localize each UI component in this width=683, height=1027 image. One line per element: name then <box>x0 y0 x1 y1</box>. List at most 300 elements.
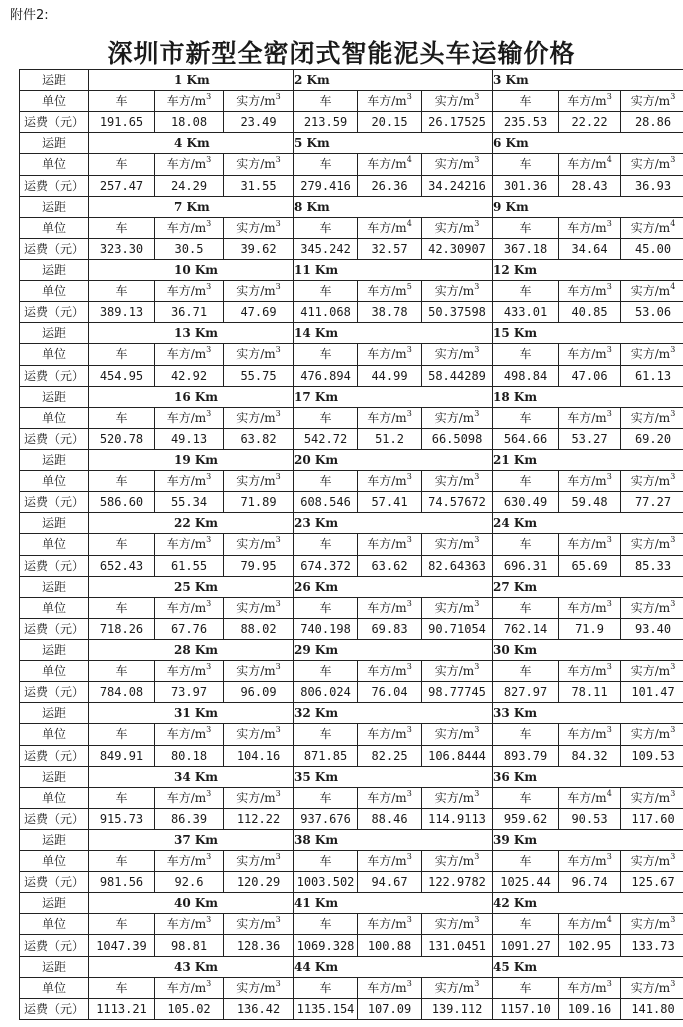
fee-value: 109.53 <box>621 745 683 766</box>
price-table <box>19 69 683 1020</box>
unit-exponent: 3 <box>406 408 412 418</box>
unit-solid-m3-text: 实方/m <box>630 790 671 805</box>
unit-truck-m3-text: 车方/m <box>567 284 607 299</box>
distance-label: 运距 <box>20 133 89 154</box>
unit-exponent: 3 <box>606 282 612 292</box>
fee-row <box>20 365 683 386</box>
fee-value: 520.78 <box>89 428 155 449</box>
unit-exponent: 3 <box>474 92 480 102</box>
unit-solid-m3-text: 实方/m <box>434 474 475 489</box>
fee-value: 1113.21 <box>89 998 155 1019</box>
fee-value: 915.73 <box>89 808 155 829</box>
unit-label: 单位 <box>20 914 89 935</box>
fee-value: 36.93 <box>621 175 683 196</box>
fee-value: 128.36 <box>224 935 294 956</box>
unit-row <box>20 471 683 492</box>
distance-km: 29 Km <box>294 643 339 657</box>
unit-solid-m3 <box>621 914 683 935</box>
distance-label: 运距 <box>20 196 89 217</box>
unit-label: 单位 <box>20 724 89 745</box>
unit-truck-m3-text: 车方/m <box>367 600 407 615</box>
fee-value: 959.62 <box>493 808 559 829</box>
unit-exponent: 3 <box>206 218 212 228</box>
unit-solid-m3-text: 实方/m <box>434 980 475 995</box>
unit-exponent: 3 <box>474 218 480 228</box>
unit-truck-m3 <box>559 724 621 745</box>
unit-truck-m3-text: 车方/m <box>166 537 207 552</box>
unit-truck: 车 <box>89 851 155 872</box>
unit-truck-m3-text: 车方/m <box>367 727 407 742</box>
unit-exponent: 3 <box>406 662 412 672</box>
unit-exponent: 3 <box>606 535 612 545</box>
unit-truck: 车 <box>294 154 358 175</box>
unit-exponent: 3 <box>474 535 480 545</box>
fee-value: 608.546 <box>294 492 358 513</box>
distance-value <box>89 133 294 154</box>
unit-solid-m3 <box>224 281 294 302</box>
unit-truck: 车 <box>89 597 155 618</box>
unit-truck-m3-text: 车方/m <box>567 854 607 869</box>
unit-solid-m3-text: 实方/m <box>236 854 276 869</box>
distance-value <box>89 70 294 91</box>
distance-value <box>294 196 493 217</box>
unit-truck-m3 <box>155 851 224 872</box>
distance-km: 22 Km <box>174 516 219 531</box>
unit-solid-m3-text: 实方/m <box>630 220 671 235</box>
unit-exponent: 3 <box>406 915 412 925</box>
unit-truck: 车 <box>89 154 155 175</box>
distance-km: 42 Km <box>493 896 538 911</box>
distance-value <box>493 956 683 977</box>
unit-truck-m3-text: 车方/m <box>166 917 207 932</box>
unit-label: 单位 <box>20 407 89 428</box>
fee-value: 1047.39 <box>89 935 155 956</box>
unit-exponent: 3 <box>275 915 281 925</box>
unit-truck-m3 <box>155 471 224 492</box>
unit-truck-m3 <box>559 597 621 618</box>
unit-truck-m3-text: 车方/m <box>567 664 607 679</box>
unit-solid-m3 <box>621 597 683 618</box>
fee-value: 105.02 <box>155 998 224 1019</box>
unit-solid-m3-text: 实方/m <box>236 727 276 742</box>
fee-value: 47.69 <box>224 302 294 323</box>
fee-label: 运费（元） <box>20 365 89 386</box>
distance-km: 37 Km <box>174 832 219 847</box>
unit-exponent: 3 <box>406 472 412 482</box>
fee-value: 77.27 <box>621 492 683 513</box>
unit-truck-m3 <box>155 344 224 365</box>
unit-truck-m3-text: 车方/m <box>567 917 607 932</box>
unit-truck: 车 <box>493 344 559 365</box>
distance-km: 7 Km <box>174 199 210 214</box>
unit-truck: 车 <box>89 91 155 112</box>
fee-value: 20.15 <box>358 112 422 133</box>
unit-truck: 车 <box>294 91 358 112</box>
unit-label: 单位 <box>20 154 89 175</box>
distance-km: 11 Km <box>294 263 339 278</box>
fee-value: 784.08 <box>89 682 155 703</box>
fee-value: 114.9113 <box>422 808 493 829</box>
unit-row <box>20 787 683 808</box>
unit-truck: 车 <box>493 154 559 175</box>
distance-row <box>20 893 683 914</box>
fee-value: 301.36 <box>493 175 559 196</box>
fee-value: 411.068 <box>294 302 358 323</box>
distance-row <box>20 829 683 850</box>
distance-row <box>20 703 683 724</box>
unit-solid-m3 <box>224 154 294 175</box>
fee-value: 76.04 <box>358 682 422 703</box>
unit-exponent: 3 <box>206 788 212 798</box>
unit-solid-m3-text: 实方/m <box>630 410 671 425</box>
distance-value <box>493 703 683 724</box>
fee-value: 58.44289 <box>422 365 493 386</box>
fee-value: 61.13 <box>621 365 683 386</box>
unit-solid-m3-text: 实方/m <box>434 727 475 742</box>
unit-truck-m3-text: 车方/m <box>567 600 607 615</box>
unit-solid-m3 <box>224 344 294 365</box>
fee-value: 84.32 <box>559 745 621 766</box>
unit-solid-m3 <box>224 724 294 745</box>
distance-km: 4 Km <box>174 136 210 151</box>
unit-exponent: 4 <box>406 218 412 228</box>
unit-truck-m3 <box>559 91 621 112</box>
fee-value: 82.25 <box>358 745 422 766</box>
unit-truck-m3-text: 车方/m <box>166 94 207 109</box>
distance-km: 10 Km <box>174 263 219 278</box>
fee-value: 652.43 <box>89 555 155 576</box>
unit-label: 单位 <box>20 91 89 112</box>
unit-exponent: 3 <box>275 155 281 165</box>
fee-value: 125.67 <box>621 872 683 893</box>
distance-value <box>294 576 493 597</box>
unit-exponent: 3 <box>275 598 281 608</box>
unit-exponent: 3 <box>474 662 480 672</box>
distance-km: 17 Km <box>294 389 339 404</box>
fee-row <box>20 492 683 513</box>
unit-solid-m3-text: 实方/m <box>236 980 276 995</box>
fee-value: 88.02 <box>224 618 294 639</box>
unit-exponent: 3 <box>406 788 412 798</box>
unit-truck-m3 <box>358 977 422 998</box>
unit-exponent: 3 <box>670 788 676 798</box>
fee-value: 345.242 <box>294 238 358 259</box>
unit-exponent: 3 <box>474 345 480 355</box>
unit-truck-m3 <box>559 851 621 872</box>
fee-value: 849.91 <box>89 745 155 766</box>
unit-solid-m3 <box>422 787 493 808</box>
unit-exponent: 3 <box>406 852 412 862</box>
unit-exponent: 3 <box>606 92 612 102</box>
distance-km: 23 Km <box>294 516 339 531</box>
fee-value: 1091.27 <box>493 935 559 956</box>
fee-value: 61.55 <box>155 555 224 576</box>
unit-solid-m3 <box>224 661 294 682</box>
unit-truck: 车 <box>89 471 155 492</box>
unit-exponent: 3 <box>206 915 212 925</box>
fee-value: 674.372 <box>294 555 358 576</box>
unit-exponent: 3 <box>406 725 412 735</box>
unit-truck-m3-text: 车方/m <box>166 347 207 362</box>
unit-solid-m3 <box>621 851 683 872</box>
unit-truck-m3 <box>358 407 422 428</box>
unit-solid-m3-text: 实方/m <box>434 157 475 172</box>
unit-truck-m3-text: 车方/m <box>166 727 207 742</box>
distance-km: 14 Km <box>294 326 339 341</box>
unit-exponent: 3 <box>606 345 612 355</box>
distance-value <box>493 70 683 91</box>
fee-row <box>20 745 683 766</box>
fee-value: 71.89 <box>224 492 294 513</box>
fee-value: 498.84 <box>493 365 559 386</box>
fee-value: 937.676 <box>294 808 358 829</box>
distance-value <box>493 513 683 534</box>
distance-value <box>89 386 294 407</box>
fee-value: 696.31 <box>493 555 559 576</box>
unit-truck: 车 <box>493 914 559 935</box>
unit-exponent: 3 <box>206 472 212 482</box>
fee-value: 79.95 <box>224 555 294 576</box>
unit-solid-m3-text: 实方/m <box>434 284 475 299</box>
unit-truck-m3 <box>155 281 224 302</box>
unit-solid-m3-text: 实方/m <box>236 537 276 552</box>
unit-exponent: 3 <box>670 535 676 545</box>
unit-solid-m3-text: 实方/m <box>434 790 475 805</box>
distance-label: 运距 <box>20 259 89 280</box>
unit-solid-m3-text: 实方/m <box>630 917 671 932</box>
unit-solid-m3 <box>621 661 683 682</box>
unit-exponent: 3 <box>606 408 612 418</box>
unit-solid-m3-text: 实方/m <box>434 854 475 869</box>
fee-value: 630.49 <box>493 492 559 513</box>
unit-truck: 车 <box>493 597 559 618</box>
fee-row <box>20 112 683 133</box>
unit-truck-m3-text: 车方/m <box>567 94 607 109</box>
fee-value: 73.97 <box>155 682 224 703</box>
unit-truck-m3 <box>358 217 422 238</box>
distance-km: 34 Km <box>174 769 219 784</box>
unit-solid-m3-text: 实方/m <box>434 664 475 679</box>
unit-truck: 车 <box>493 407 559 428</box>
distance-value <box>89 829 294 850</box>
fee-label: 运费（元） <box>20 555 89 576</box>
fee-row <box>20 238 683 259</box>
unit-exponent: 3 <box>670 978 676 988</box>
fee-value: 71.9 <box>559 618 621 639</box>
unit-solid-m3 <box>621 534 683 555</box>
unit-label: 单位 <box>20 471 89 492</box>
unit-truck-m3 <box>358 661 422 682</box>
distance-row <box>20 323 683 344</box>
unit-truck-m3-text: 车方/m <box>367 157 407 172</box>
unit-solid-m3-text: 实方/m <box>236 284 276 299</box>
distance-km: 2 Km <box>294 73 330 88</box>
unit-solid-m3 <box>621 977 683 998</box>
fee-value: 85.33 <box>621 555 683 576</box>
fee-value: 96.74 <box>559 872 621 893</box>
unit-row <box>20 851 683 872</box>
unit-exponent: 3 <box>606 978 612 988</box>
unit-exponent: 3 <box>474 282 480 292</box>
unit-solid-m3 <box>224 787 294 808</box>
distance-value <box>493 196 683 217</box>
distance-km: 35 Km <box>294 769 339 784</box>
fee-value: 740.198 <box>294 618 358 639</box>
distance-km: 20 Km <box>294 453 339 468</box>
fee-value: 104.16 <box>224 745 294 766</box>
fee-value: 47.06 <box>559 365 621 386</box>
distance-row <box>20 766 683 787</box>
unit-exponent: 3 <box>206 155 212 165</box>
unit-truck-m3 <box>358 154 422 175</box>
unit-truck-m3 <box>358 281 422 302</box>
distance-km: 6 Km <box>493 136 529 151</box>
distance-km: 16 Km <box>174 389 219 404</box>
unit-truck: 车 <box>493 851 559 872</box>
distance-row <box>20 386 683 407</box>
unit-solid-m3-text: 实方/m <box>434 410 475 425</box>
unit-exponent: 3 <box>670 725 676 735</box>
distance-value <box>493 386 683 407</box>
fee-value: 30.5 <box>155 238 224 259</box>
distance-label: 运距 <box>20 576 89 597</box>
unit-truck-m3 <box>358 724 422 745</box>
unit-exponent: 3 <box>670 662 676 672</box>
fee-value: 109.16 <box>559 998 621 1019</box>
unit-solid-m3-text: 实方/m <box>434 537 475 552</box>
unit-row <box>20 661 683 682</box>
fee-value: 433.01 <box>493 302 559 323</box>
unit-solid-m3 <box>422 597 493 618</box>
fee-value: 32.57 <box>358 238 422 259</box>
distance-value <box>294 893 493 914</box>
unit-truck-m3 <box>358 344 422 365</box>
distance-km: 33 Km <box>493 706 538 721</box>
fee-value: 981.56 <box>89 872 155 893</box>
distance-km: 26 Km <box>294 579 339 594</box>
fee-label: 运费（元） <box>20 872 89 893</box>
fee-value: 90.53 <box>559 808 621 829</box>
fee-value: 92.6 <box>155 872 224 893</box>
unit-row <box>20 597 683 618</box>
unit-exponent: 3 <box>206 408 212 418</box>
unit-truck-m3-text: 车方/m <box>367 917 407 932</box>
distance-value <box>294 703 493 724</box>
unit-truck-m3-text: 车方/m <box>367 537 407 552</box>
fee-row <box>20 175 683 196</box>
unit-exponent: 4 <box>670 218 676 228</box>
fee-value: 45.00 <box>621 238 683 259</box>
fee-value: 1069.328 <box>294 935 358 956</box>
unit-truck-m3-text: 车方/m <box>567 157 607 172</box>
price-table-body <box>20 70 683 1020</box>
unit-truck-m3-text: 车方/m <box>166 474 207 489</box>
fee-value: 42.92 <box>155 365 224 386</box>
unit-truck: 车 <box>294 344 358 365</box>
fee-value: 69.20 <box>621 428 683 449</box>
unit-exponent: 4 <box>606 915 612 925</box>
unit-label: 单位 <box>20 977 89 998</box>
fee-value: 59.48 <box>559 492 621 513</box>
unit-truck: 车 <box>89 977 155 998</box>
unit-truck-m3 <box>155 914 224 935</box>
fee-value: 74.57672 <box>422 492 493 513</box>
fee-value: 120.29 <box>224 872 294 893</box>
unit-solid-m3 <box>224 597 294 618</box>
unit-truck: 车 <box>294 724 358 745</box>
unit-truck-m3-text: 车方/m <box>166 664 207 679</box>
fee-value: 1003.502 <box>294 872 358 893</box>
unit-truck-m3-text: 车方/m <box>367 854 407 869</box>
fee-value: 718.26 <box>89 618 155 639</box>
distance-km: 8 Km <box>294 199 330 214</box>
unit-exponent: 3 <box>275 282 281 292</box>
unit-truck-m3 <box>559 154 621 175</box>
fee-value: 38.78 <box>358 302 422 323</box>
fee-value: 586.60 <box>89 492 155 513</box>
unit-truck-m3-text: 车方/m <box>567 347 607 362</box>
unit-truck-m3 <box>155 154 224 175</box>
unit-truck: 车 <box>493 471 559 492</box>
unit-solid-m3 <box>621 217 683 238</box>
fee-value: 106.8444 <box>422 745 493 766</box>
distance-label: 运距 <box>20 70 89 91</box>
unit-truck-m3 <box>358 91 422 112</box>
fee-value: 53.06 <box>621 302 683 323</box>
fee-value: 26.36 <box>358 175 422 196</box>
unit-exponent: 3 <box>606 662 612 672</box>
unit-solid-m3 <box>422 344 493 365</box>
distance-km: 25 Km <box>174 579 219 594</box>
unit-exponent: 3 <box>606 725 612 735</box>
distance-value <box>89 893 294 914</box>
unit-exponent: 3 <box>275 852 281 862</box>
distance-km: 43 Km <box>174 959 219 974</box>
fee-row <box>20 555 683 576</box>
fee-value: 51.2 <box>358 428 422 449</box>
distance-km: 27 Km <box>493 579 538 594</box>
unit-row <box>20 154 683 175</box>
unit-truck: 车 <box>89 534 155 555</box>
fee-value: 86.39 <box>155 808 224 829</box>
distance-value <box>89 576 294 597</box>
unit-truck: 车 <box>89 281 155 302</box>
unit-truck-m3-text: 车方/m <box>367 664 407 679</box>
unit-exponent: 3 <box>670 915 676 925</box>
fee-value: 454.95 <box>89 365 155 386</box>
distance-value <box>493 576 683 597</box>
unit-solid-m3 <box>621 724 683 745</box>
unit-solid-m3-text: 实方/m <box>630 854 671 869</box>
fee-value: 107.09 <box>358 998 422 1019</box>
fee-row <box>20 302 683 323</box>
unit-row <box>20 344 683 365</box>
unit-exponent: 3 <box>406 978 412 988</box>
fee-value: 564.66 <box>493 428 559 449</box>
fee-value: 112.22 <box>224 808 294 829</box>
distance-km: 30 Km <box>493 643 538 657</box>
distance-km: 41 Km <box>294 896 339 911</box>
fee-value: 141.80 <box>621 998 683 1019</box>
unit-exponent: 3 <box>206 852 212 862</box>
unit-exponent: 3 <box>474 408 480 418</box>
unit-solid-m3-text: 实方/m <box>630 94 671 109</box>
unit-truck: 车 <box>493 217 559 238</box>
fee-value: 136.42 <box>224 998 294 1019</box>
fee-value: 235.53 <box>493 112 559 133</box>
unit-truck: 车 <box>294 534 358 555</box>
fee-value: 893.79 <box>493 745 559 766</box>
